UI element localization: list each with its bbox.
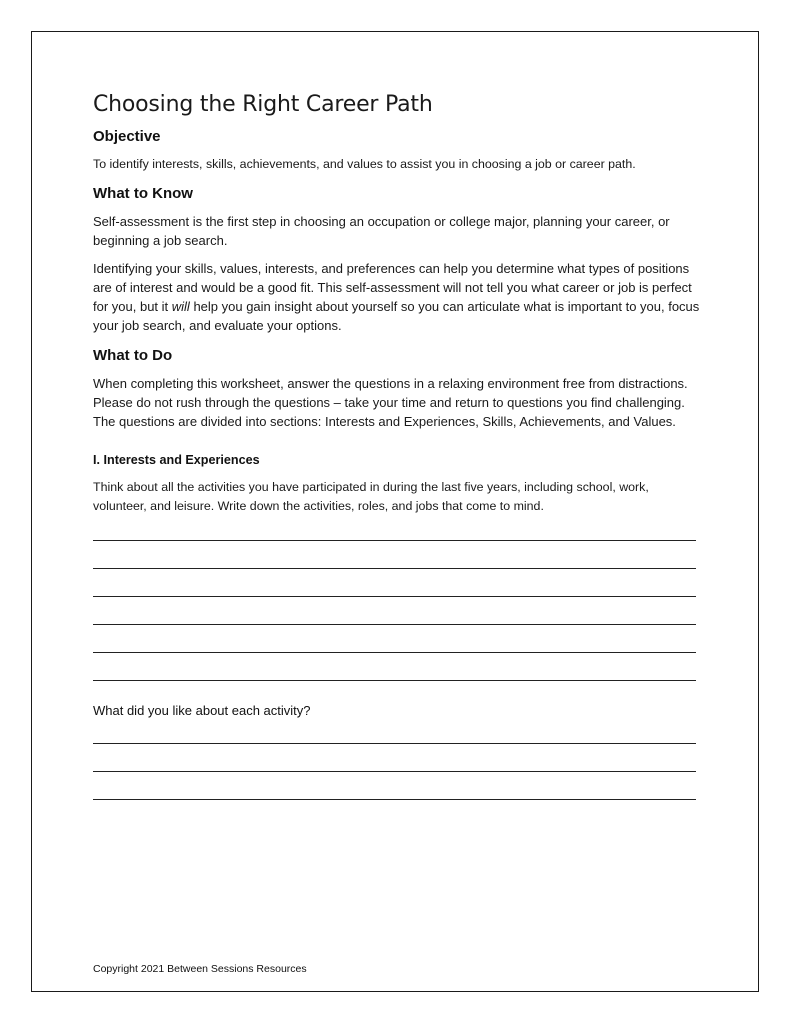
question-2-prompt: What did you like about each activity? — [93, 703, 311, 718]
answer-line[interactable] — [93, 597, 696, 625]
what-to-know-emphasis: will — [171, 299, 190, 314]
what-to-do-heading: What to Do — [93, 347, 173, 364]
likes-answer-lines — [93, 716, 703, 800]
section-1-prompt: Think about all the activities you have participated in during the last five years, including school, work, volunteer, and leisure. Write down the activities, roles, and jobs that come to mind. — [93, 480, 649, 513]
what-to-do-paragraph: When completing this worksheet, answer the questions in a relaxing environment free from distractions. Please do not rush through the questions – take your time and return to questions you find challenging. The questions are divided into sections: Interests and Experiences, Skills, Achievements, and Values. — [93, 376, 688, 429]
answer-line[interactable] — [93, 569, 696, 597]
answer-line[interactable] — [93, 716, 696, 744]
what-to-know-paragraph-1: Self-assessment is the first step in choosing an occupation or college major, planning your career, or beginning a job search. — [93, 214, 670, 248]
activities-answer-lines — [93, 513, 703, 681]
what-to-know-paragraph-2 — [93, 259, 703, 335]
objective-text: To identify interests, skills, achievements, and values to assist you in choosing a job or career path. — [93, 157, 636, 171]
worksheet-content — [93, 92, 703, 800]
what-to-know-paragraph-2-end: help you gain insight about yourself so you can articulate what is important to you, focus your job search, and evaluate your options. — [93, 299, 700, 333]
page-title: Choosing the Right Career Path — [93, 92, 433, 117]
what-to-know-paragraph-2-start: Identifying your skills, values, interests, and preferences can help you determine what types of positions are of interest and would be a good fit. This self-assessment will not tell you what career or job is perfect for you, but it — [93, 261, 692, 314]
answer-line[interactable] — [93, 513, 696, 541]
answer-line[interactable] — [93, 744, 696, 772]
copyright-footer: Copyright 2021 Between Sessions Resources — [93, 963, 307, 975]
section-1-heading: I. Interests and Experiences — [93, 453, 260, 467]
objective-heading: Objective — [93, 128, 161, 145]
answer-line[interactable] — [93, 772, 696, 800]
answer-line[interactable] — [93, 653, 696, 681]
what-to-know-heading: What to Know — [93, 185, 193, 202]
answer-line[interactable] — [93, 625, 696, 653]
answer-line[interactable] — [93, 541, 696, 569]
